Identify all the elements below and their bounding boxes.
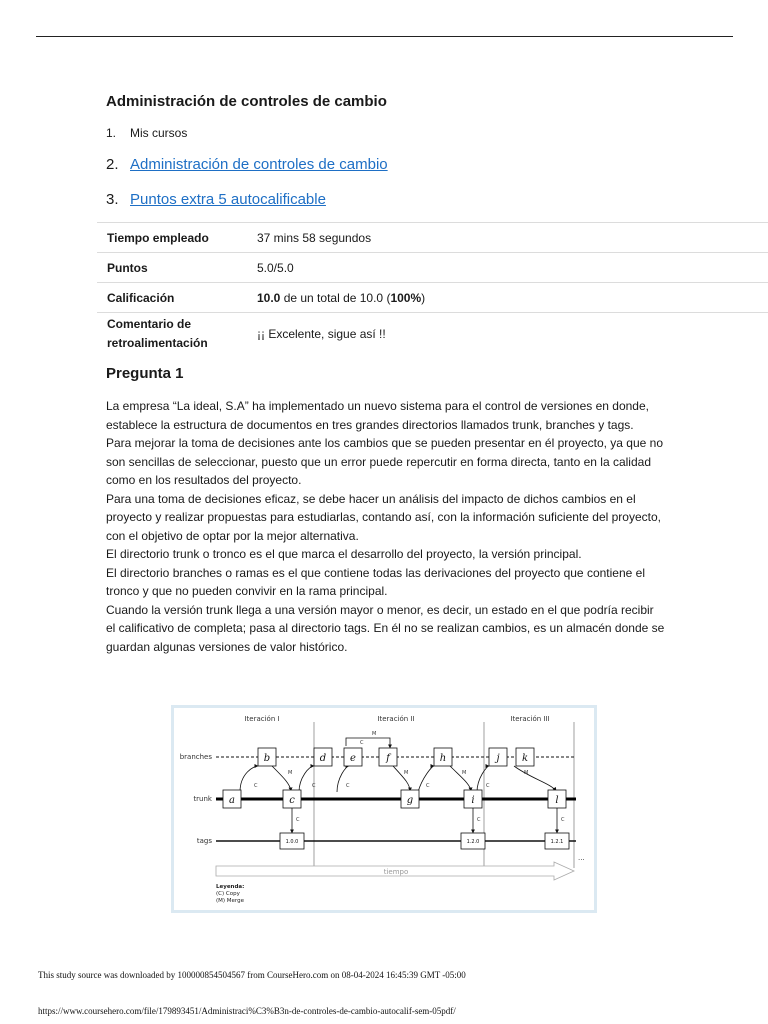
grade-total: de un total de 10.0 ( <box>280 290 391 305</box>
branch-node-label: d <box>319 753 327 764</box>
breadcrumb-item-quiz <box>106 191 326 208</box>
edge-label-merge: M <box>524 770 529 776</box>
branch-node-label: f <box>386 753 390 764</box>
question-paragraph: La empresa “La ideal, S.A” ha implementado un nuevo sistema para el control de versiones en donde, establece la estructura de documentos en tres grandes directorios llamados trunk, branches y tags. <box>106 399 649 432</box>
summary-row-feedback <box>97 313 768 356</box>
summary-value <box>247 283 768 313</box>
summary-row-time <box>97 223 768 253</box>
iteration-label: Iteración III <box>510 715 550 723</box>
breadcrumb-number: 1. <box>106 126 117 140</box>
page-title: Administración de controles de cambio <box>106 93 387 110</box>
breadcrumb-number: 2. <box>106 156 119 173</box>
trunk-node-label: c <box>289 795 295 806</box>
footer-source-note: This study source was downloaded by 100000854504567 from CourseHero.com on 08-04-2024 16:45:39 GMT -05:00 <box>38 970 466 980</box>
row-label-trunk: trunk <box>193 795 212 803</box>
tag-label: 1.2.1 <box>550 839 564 845</box>
iteration-label: Iteración II <box>377 715 415 723</box>
edge-label-copy: C <box>254 783 258 789</box>
question-paragraph: El directorio trunk o tronco es el que marca el desarrollo del proyecto, la versión principal. <box>106 547 582 561</box>
tag-label: 1.2.0 <box>466 839 480 845</box>
legend-copy: (C) Copy <box>216 891 240 897</box>
edge-labels <box>254 731 565 823</box>
ellipsis-label: ... <box>578 854 585 862</box>
edge-label-copy: C <box>426 783 430 789</box>
grade-value: 10.0 <box>257 290 281 305</box>
branch-node-label: b <box>263 753 271 764</box>
feedback-key-line2: retroalimentación <box>107 336 208 350</box>
edge-label-merge: M <box>372 731 377 737</box>
edge-label-merge: M <box>404 770 409 776</box>
question-paragraph: Para una toma de decisiones eficaz, se debe hacer un análisis del impacto de dichos cambios en el proyecto y realizar propuestas para estudiarlas, contando así, con la información suficiente del proyecto, con el objetivo de optar por la mejor alternativa. <box>106 491 661 543</box>
question-paragraph: Cuando la versión trunk llega a una versión mayor o menor, es decir, un estado en el que podría recibir el calificativo de completa; pasa al directorio tags. En él no se realizan cambios, es un almacén donde se guardan algunas versiones de valor histórico. <box>106 602 665 654</box>
trunk-node-label: a <box>229 795 235 806</box>
summary-value: 5.0/5.0 <box>247 253 768 283</box>
edge-label-copy: C <box>360 740 364 746</box>
question-title: Pregunta 1 <box>106 365 184 382</box>
edge-label-copy: C <box>477 817 481 823</box>
diagram-svg <box>174 708 594 910</box>
breadcrumb-number: 3. <box>106 191 119 208</box>
row-label-branches: branches <box>179 753 212 761</box>
summary-key: Puntos <box>97 253 247 283</box>
tag-label: 1.0.0 <box>285 839 299 845</box>
breadcrumb-link-course[interactable]: Administración de controles de cambio <box>130 156 388 173</box>
summary-value: 37 mins 58 segundos <box>247 223 768 253</box>
legend-title: Leyenda: <box>216 884 245 890</box>
branch-node-label: e <box>350 753 356 764</box>
diagram-edges <box>240 738 557 833</box>
edge-label-copy: C <box>296 817 300 823</box>
edge-label-copy: C <box>561 817 565 823</box>
branch-node-label: h <box>439 753 447 764</box>
breadcrumb-item-course <box>106 156 388 173</box>
edge-label-copy: C <box>346 783 350 789</box>
summary-key <box>97 313 247 356</box>
trunk-node-label: i <box>471 795 475 806</box>
trunk-node-label: l <box>555 795 559 806</box>
summary-row-points <box>97 253 768 283</box>
branch-node-label: k <box>521 753 529 764</box>
breadcrumb-label: Mis cursos <box>130 126 188 140</box>
attempt-summary-table <box>97 222 768 355</box>
breadcrumb-item-mis-cursos[interactable] <box>106 126 187 140</box>
top-rule <box>36 36 733 37</box>
trunk-node-label: g <box>406 795 414 806</box>
summary-value: ¡¡ Excelente, sigue así !! <box>247 313 768 356</box>
summary-key: Tiempo empleado <box>97 223 247 253</box>
time-label: tiempo <box>383 868 409 876</box>
question-text <box>106 397 666 656</box>
branch-node-label: j <box>496 753 500 764</box>
feedback-key-line1: Comentario de <box>107 317 192 331</box>
legend-merge: (M) Merge <box>216 898 244 904</box>
grade-percent: 100% <box>390 290 422 305</box>
summary-key: Calificación <box>97 283 247 313</box>
iteration-label: Iteración I <box>244 715 280 723</box>
footer-url: https://www.coursehero.com/file/179893451/Administraci%C3%B3n-de-controles-de-cambio-autocalif-sem-05pdf/ <box>38 1006 456 1016</box>
summary-row-grade <box>97 283 768 313</box>
question-paragraph: El directorio branches o ramas es el que contiene todas las derivaciones del proyecto que contiene el tronco y que no pueden convivir en la rama principal. <box>106 565 645 598</box>
edge-label-merge: M <box>288 770 293 776</box>
edge-label-merge: M <box>462 770 467 776</box>
row-label-tags: tags <box>196 837 212 845</box>
grade-close: ) <box>421 290 426 305</box>
question-paragraph: Para mejorar la toma de decisiones ante los cambios que se pueden presentar en él proyecto, ya que no son sencillas de seleccionar, puesto que un error puede repercutir en forma directa, tanto en la calidad como en los resultados del proyecto. <box>106 436 664 487</box>
edge-label-copy: C <box>486 783 490 789</box>
version-control-diagram <box>171 705 597 913</box>
edge-label-copy: C <box>312 783 316 789</box>
breadcrumb-link-quiz[interactable]: Puntos extra 5 autocalificable <box>130 191 326 208</box>
